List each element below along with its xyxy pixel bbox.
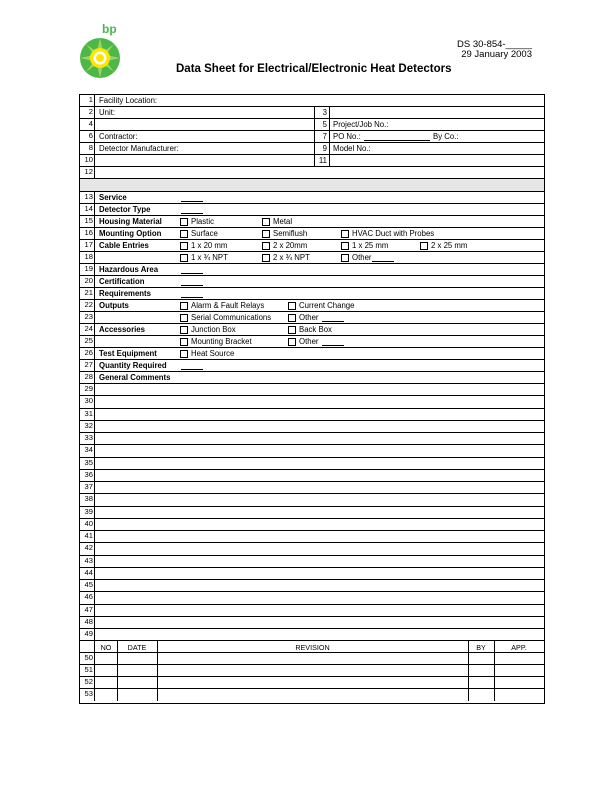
semiflush-checkbox[interactable] bbox=[262, 230, 270, 238]
section-separator bbox=[80, 179, 544, 192]
form-row bbox=[80, 228, 544, 240]
mounting-bracket-label: Mounting Bracket bbox=[191, 337, 252, 346]
row-number: 29 bbox=[80, 384, 95, 395]
column-divider bbox=[329, 107, 330, 167]
row-number: 37 bbox=[80, 482, 95, 493]
form-row bbox=[80, 216, 544, 228]
plastic-label: Plastic bbox=[191, 217, 214, 226]
semiflush-label: Semiflush bbox=[273, 229, 308, 238]
comment-row[interactable] bbox=[80, 494, 544, 506]
mounting-bracket-checkbox[interactable] bbox=[180, 338, 188, 346]
row-number: 3 bbox=[322, 108, 327, 117]
comment-row[interactable] bbox=[80, 592, 544, 604]
1x20mm-checkbox[interactable] bbox=[180, 242, 188, 250]
form-row bbox=[80, 131, 544, 143]
form-row bbox=[80, 167, 544, 179]
row-number: 39 bbox=[80, 507, 95, 518]
certificationlabel: Certification bbox=[99, 277, 145, 286]
junction-box-label: Junction Box bbox=[191, 325, 236, 334]
heat-source-checkbox[interactable] bbox=[180, 350, 188, 358]
form-row bbox=[80, 95, 544, 107]
other-entry-line[interactable] bbox=[372, 261, 394, 262]
comment-row[interactable] bbox=[80, 409, 544, 421]
row-number: 51 bbox=[80, 665, 95, 676]
2x25mm-checkbox[interactable] bbox=[420, 242, 428, 250]
row-number: 43 bbox=[80, 556, 95, 567]
1x25mm-label: 1 x 25 mm bbox=[352, 241, 389, 250]
row-number: 24 bbox=[80, 324, 95, 335]
bp-wordmark: bp bbox=[102, 22, 117, 36]
by-company-label: By Co.: bbox=[433, 132, 459, 141]
surface-checkbox[interactable] bbox=[180, 230, 188, 238]
model-number-label: Model No.: bbox=[333, 144, 371, 153]
entry-line[interactable] bbox=[181, 297, 203, 298]
row-number: 1 bbox=[80, 95, 95, 106]
row-number: 49 bbox=[80, 629, 95, 640]
quantity-requiredlabel: Quantity Required bbox=[99, 361, 167, 370]
accessories-other-checkbox[interactable] bbox=[288, 338, 296, 346]
comment-row[interactable] bbox=[80, 629, 544, 641]
form-row bbox=[80, 288, 544, 300]
comment-row[interactable] bbox=[80, 384, 544, 396]
current-change-label: Current Change bbox=[299, 301, 355, 310]
form-row bbox=[80, 324, 544, 336]
form-row bbox=[80, 192, 544, 204]
revision-row[interactable] bbox=[80, 677, 544, 689]
2x34npt-label: 2 x ¾ NPT bbox=[273, 253, 310, 262]
2x20mm-checkbox[interactable] bbox=[262, 242, 270, 250]
unit-label: Unit: bbox=[99, 108, 116, 117]
servicelabel: Service bbox=[99, 193, 127, 202]
test-equipmentlabel: Test Equipment bbox=[99, 349, 157, 358]
form-row bbox=[80, 336, 544, 348]
comment-row[interactable] bbox=[80, 396, 544, 408]
form-row bbox=[80, 240, 544, 252]
hvac-duct-label: HVAC Duct with Probes bbox=[352, 229, 435, 238]
cable-other-label: Other bbox=[352, 253, 372, 262]
row-number: 16 bbox=[80, 228, 95, 239]
form-row bbox=[80, 372, 544, 384]
accessorieslabel: Accessories bbox=[99, 325, 145, 334]
comment-row[interactable] bbox=[80, 580, 544, 592]
form-row bbox=[80, 155, 544, 167]
row-number: 32 bbox=[80, 421, 95, 432]
plastic-checkbox[interactable] bbox=[180, 218, 188, 226]
comment-row[interactable] bbox=[80, 458, 544, 470]
form-row bbox=[80, 119, 544, 131]
row-number: 21 bbox=[80, 288, 95, 299]
row-number: 15 bbox=[80, 216, 95, 227]
1x20mm-label: 1 x 20 mm bbox=[191, 241, 228, 250]
row-number: 40 bbox=[80, 519, 95, 530]
comment-row[interactable] bbox=[80, 617, 544, 629]
current-change-checkbox[interactable] bbox=[288, 302, 296, 310]
row-number: 6 bbox=[80, 131, 95, 142]
cable-entrieslabel: Cable Entries bbox=[99, 241, 149, 250]
bp-logo bbox=[78, 22, 122, 80]
mounting-optionlabel: Mounting Option bbox=[99, 229, 162, 238]
row-number: 14 bbox=[80, 204, 95, 215]
data-sheet-table bbox=[79, 94, 545, 704]
document-number: DS 30-854-_____ bbox=[457, 39, 532, 50]
form-row bbox=[80, 312, 544, 324]
revision-header-no: NO bbox=[100, 642, 112, 652]
comment-row[interactable] bbox=[80, 433, 544, 445]
entry-line[interactable] bbox=[181, 285, 203, 286]
row-number: 8 bbox=[80, 143, 95, 154]
entry-line[interactable] bbox=[181, 369, 203, 370]
1x25mm-checkbox[interactable] bbox=[341, 242, 349, 250]
cable-other-checkbox[interactable] bbox=[341, 254, 349, 262]
revision-column-divider bbox=[468, 641, 469, 701]
other-entry-line[interactable] bbox=[322, 321, 344, 322]
row-number: 34 bbox=[80, 445, 95, 456]
facility-location-label: Facility Location: bbox=[99, 96, 158, 105]
outputs-other-label: Other bbox=[299, 313, 319, 322]
row-number: 17 bbox=[80, 240, 95, 251]
housing-materiallabel: Housing Material bbox=[99, 217, 162, 226]
alarm-fault-relays-label: Alarm & Fault Relays bbox=[191, 301, 265, 310]
row-number: 27 bbox=[80, 360, 95, 371]
back-box-label: Back Box bbox=[299, 325, 332, 334]
page-title: Data Sheet for Electrical/Electronic Heat Detectors bbox=[176, 63, 452, 75]
revision-header-app: APP. bbox=[511, 642, 527, 652]
row-number: 38 bbox=[80, 494, 95, 505]
entry-line[interactable] bbox=[181, 213, 203, 214]
row-number: 45 bbox=[80, 580, 95, 591]
comment-row[interactable] bbox=[80, 519, 544, 531]
comment-row[interactable] bbox=[80, 470, 544, 482]
comment-row[interactable] bbox=[80, 543, 544, 555]
outputs-other-checkbox[interactable] bbox=[288, 314, 296, 322]
row-number: 35 bbox=[80, 458, 95, 469]
detector-typelabel: Detector Type bbox=[99, 205, 151, 214]
row-number: 7 bbox=[322, 132, 327, 141]
row-number: 33 bbox=[80, 433, 95, 444]
revision-header-revision: REVISION bbox=[295, 642, 330, 652]
row-number: 12 bbox=[80, 167, 95, 178]
revision-header-by: BY bbox=[476, 642, 486, 652]
entry-line[interactable] bbox=[181, 273, 203, 274]
row-number bbox=[80, 641, 95, 652]
row-number: 31 bbox=[80, 409, 95, 420]
row-number: 30 bbox=[80, 396, 95, 407]
row-number: 41 bbox=[80, 531, 95, 542]
row-number: 10 bbox=[80, 155, 95, 166]
metal-checkbox[interactable] bbox=[262, 218, 270, 226]
document-date: 29 January 2003 bbox=[461, 49, 532, 60]
row-number: 4 bbox=[80, 119, 95, 130]
serial-comms-label: Serial Communications bbox=[191, 313, 272, 322]
revision-row[interactable] bbox=[80, 653, 544, 665]
row-number: 19 bbox=[80, 264, 95, 275]
comment-row[interactable] bbox=[80, 556, 544, 568]
1x34npt-checkbox[interactable] bbox=[180, 254, 188, 262]
row-number: 25 bbox=[80, 336, 95, 347]
hvac-duct-checkbox[interactable] bbox=[341, 230, 349, 238]
form-row bbox=[80, 348, 544, 360]
form-row bbox=[80, 264, 544, 276]
hazardous-arealabel: Hazardous Area bbox=[99, 265, 159, 274]
row-number: 5 bbox=[322, 120, 327, 129]
contractor-label: Contractor: bbox=[99, 132, 138, 141]
form-row bbox=[80, 276, 544, 288]
alarm-fault-relays-checkbox[interactable] bbox=[180, 302, 188, 310]
row-number: 36 bbox=[80, 470, 95, 481]
row-number: 18 bbox=[80, 252, 95, 263]
2x25mm-label: 2 x 25 mm bbox=[431, 241, 468, 250]
revision-header-row bbox=[80, 641, 544, 653]
back-box-checkbox[interactable] bbox=[288, 326, 296, 334]
row-number: 23 bbox=[80, 312, 95, 323]
comment-row[interactable] bbox=[80, 507, 544, 519]
form-row bbox=[80, 252, 544, 264]
metal-label: Metal bbox=[273, 217, 293, 226]
revision-row[interactable] bbox=[80, 689, 544, 701]
row-number: 50 bbox=[80, 653, 95, 664]
project-job-label: Project/Job No.: bbox=[333, 120, 389, 129]
accessories-other-label: Other bbox=[299, 337, 319, 346]
comment-row[interactable] bbox=[80, 421, 544, 433]
requirementslabel: Requirements bbox=[99, 289, 151, 298]
form-row bbox=[80, 300, 544, 312]
comment-row[interactable] bbox=[80, 482, 544, 494]
column-divider bbox=[314, 107, 315, 167]
2x20mm-label: 2 x 20mm bbox=[273, 241, 308, 250]
row-number: 52 bbox=[80, 677, 95, 688]
revision-column-divider bbox=[117, 641, 118, 701]
form-row bbox=[80, 360, 544, 372]
row-number: 42 bbox=[80, 543, 95, 554]
comment-row[interactable] bbox=[80, 568, 544, 580]
row-number: 53 bbox=[80, 689, 95, 701]
row-number: 26 bbox=[80, 348, 95, 359]
outputslabel: Outputs bbox=[99, 301, 129, 310]
revision-row[interactable] bbox=[80, 665, 544, 677]
other-entry-line[interactable] bbox=[322, 345, 344, 346]
row-number: 48 bbox=[80, 617, 95, 628]
row-number: 9 bbox=[322, 144, 327, 153]
comment-row[interactable] bbox=[80, 531, 544, 543]
2x34npt-checkbox[interactable] bbox=[262, 254, 270, 262]
1x34npt-label: 1 x ¾ NPT bbox=[191, 253, 228, 262]
row-number: 44 bbox=[80, 568, 95, 579]
form-row bbox=[80, 107, 544, 119]
po-number-line[interactable] bbox=[364, 140, 430, 141]
comment-row[interactable] bbox=[80, 445, 544, 457]
row-number: 11 bbox=[318, 156, 327, 165]
row-number: 46 bbox=[80, 592, 95, 603]
form-row bbox=[80, 204, 544, 216]
heat-source-label: Heat Source bbox=[191, 349, 235, 358]
revision-header-date: DATE bbox=[127, 642, 147, 652]
revision-column-divider bbox=[494, 641, 495, 701]
junction-box-checkbox[interactable] bbox=[180, 326, 188, 334]
row-number: 20 bbox=[80, 276, 95, 287]
comment-row[interactable] bbox=[80, 605, 544, 617]
row-number: 47 bbox=[80, 605, 95, 616]
entry-line[interactable] bbox=[181, 201, 203, 202]
general-commentslabel: General Comments bbox=[99, 373, 171, 382]
surface-label: Surface bbox=[191, 229, 218, 238]
row-number: 22 bbox=[80, 300, 95, 311]
row-number: 28 bbox=[80, 372, 95, 383]
revision-column-divider bbox=[157, 641, 158, 701]
serial-comms-checkbox[interactable] bbox=[180, 314, 188, 322]
po-number-label: PO No.: bbox=[333, 132, 361, 141]
detector-manufacturer-label: Detector Manufacturer: bbox=[99, 144, 179, 153]
form-row bbox=[80, 143, 544, 155]
document-number-block bbox=[440, 40, 532, 60]
row-number: 13 bbox=[80, 192, 95, 203]
row-number: 2 bbox=[80, 107, 95, 118]
